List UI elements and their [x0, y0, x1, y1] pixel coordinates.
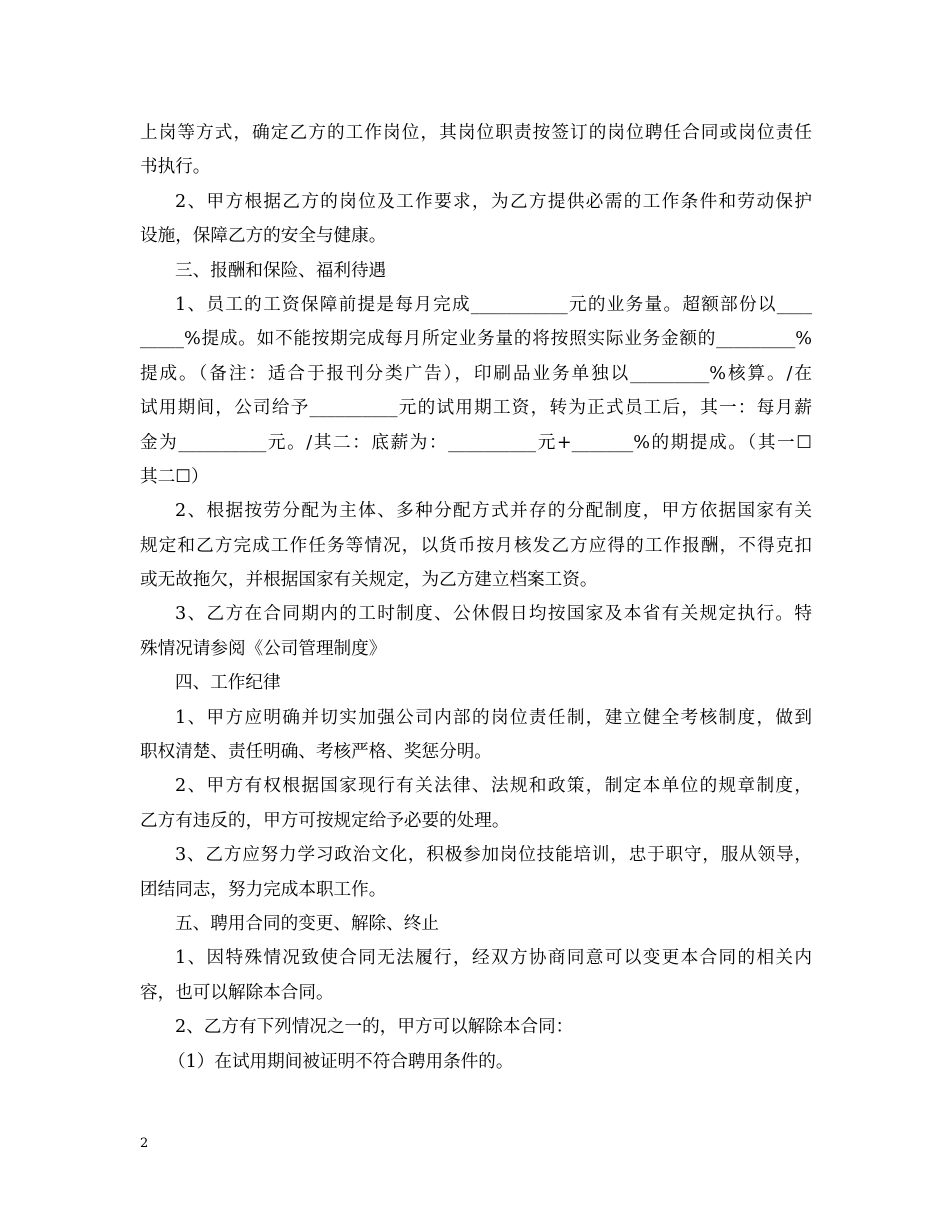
text-line: 设施，保障乙方的安全与健康。 [140, 226, 387, 247]
text-line: 三、报酬和保险、福利待遇 [175, 260, 387, 281]
text-line: _____%提成。如不能按期完成每月所定业务量的将按照实际业务金额的_________% [140, 329, 812, 350]
text-line: 容，也可以解除本合同。 [140, 982, 334, 1003]
text-line: 3、乙方应努力学习政治文化，积极参加岗位技能培训，忠于职守，服从领导， [175, 845, 812, 866]
text-line: 3、乙方在合同期内的工时制度、公休假日均按国家及本省有关规定执行。特 [175, 604, 812, 625]
text-line: 试用期间，公司给予__________元的试用期工资，转为正式员工后，其一：每月薪 [140, 398, 812, 419]
text-line: 2、甲方有权根据国家现行有关法律、法规和政策，制定本单位的规章制度， [175, 776, 812, 797]
text-line: 上岗等方式，确定乙方的工作岗位，其岗位职责按签订的岗位聘任合同或岗位责任 [140, 123, 812, 143]
text-line: 1、甲方应明确并切实加强公司内部的岗位责任制，建立健全考核制度，做到 [175, 707, 812, 728]
text-line: 乙方有违反的，甲方可按规定给予必要的处理。 [140, 810, 510, 831]
text-line: 殊情况请参阅《公司管理制度》 [140, 638, 387, 659]
text-line: 1、员工的工资保障前提是每月完成___________元的业务量。超额部份以____ [175, 294, 812, 315]
document-body [140, 116, 812, 1079]
text-line: 书执行。 [140, 157, 211, 178]
text-line: 1、因特殊情况致使合同无法履行，经双方协商同意可以变更本合同的相关内 [175, 948, 812, 969]
text-line: 四、工作纪律 [175, 673, 281, 694]
text-line: 提成。（备注：适合于报刊分类广告），印刷品业务单独以_________%核算。/在 [140, 363, 812, 384]
text-line: 金为__________元。/其二：底薪为：__________元+_______%的期提成。（其一☐ [140, 432, 812, 453]
text-line: 职权清楚、责任明确、考核严格、奖惩分明。 [140, 742, 492, 763]
page-number: 2 [140, 1136, 149, 1151]
text-line: （1）在试用期间被证明不符合聘用条件的。 [168, 1051, 514, 1072]
text-line: 2、乙方有下列情况之一的，甲方可以解除本合同： [175, 1017, 574, 1038]
text-line: 五、聘用合同的变更、解除、终止 [175, 913, 439, 934]
text-line: 规定和乙方完成工作任务等情况，以货币按月核发乙方应得的工作报酬，不得克扣 [140, 535, 812, 556]
text-line: 其二☐） [140, 466, 209, 487]
text-line: 团结同志，努力完成本职工作。 [140, 879, 387, 900]
text-line: 或无故拖欠，并根据国家有关规定，为乙方建立档案工资。 [140, 570, 598, 591]
text-line: 2、甲方根据乙方的岗位及工作要求，为乙方提供必需的工作条件和劳动保护 [175, 191, 812, 212]
text-line: 2、根据按劳分配为主体、多种分配方式并存的分配制度，甲方依据国家有关 [175, 501, 812, 522]
